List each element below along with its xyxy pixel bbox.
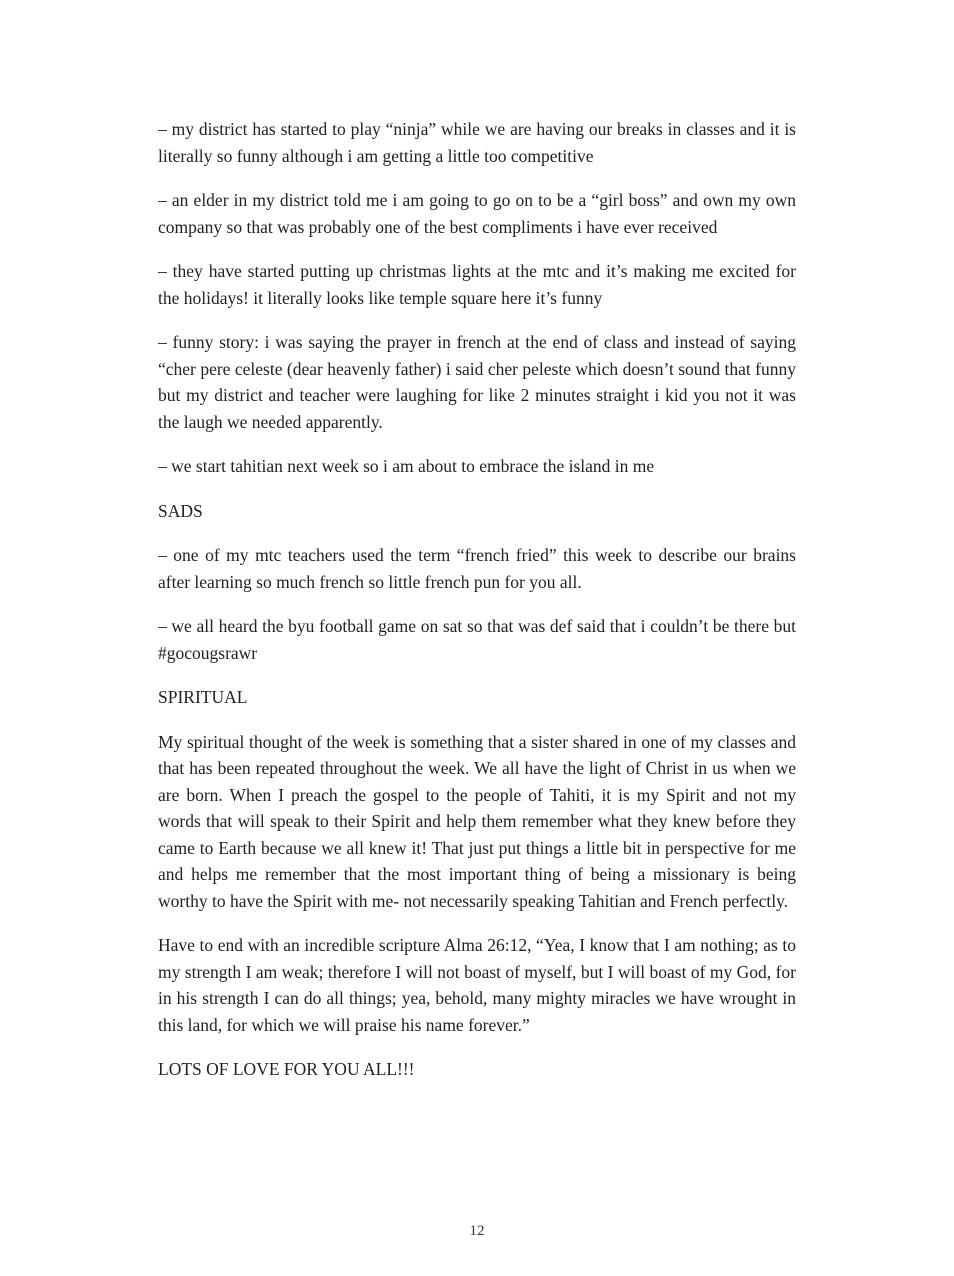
- paragraph: – funny story: i was saying the prayer in french at the end of class and instead of saying “cher pere celeste (dear heavenly father) i said cher peleste which doesn’t sound that funny but my district and teacher were laughing for like 2 minutes straight i kid you not it was the laugh we needed apparently.: [158, 332, 796, 432]
- paragraph: – one of my mtc teachers used the term “french fried” this week to describe our brains after learning so much french so little french pun for you all.: [158, 545, 796, 592]
- paragraph: – they have started putting up christmas lights at the mtc and it’s making me excited for the holidays! it literally looks like temple square here it’s funny: [158, 261, 796, 308]
- section-heading-spiritual: SPIRITUAL: [158, 687, 248, 707]
- paragraph: – an elder in my district told me i am going to go on to be a “girl boss” and own my own company so that was probably one of the best compliments i have ever received: [158, 190, 796, 237]
- paragraph: – my district has started to play “ninja” while we are having our breaks in classes and it is literally so funny although i am getting a little too competitive: [158, 119, 796, 166]
- paragraph: Have to end with an incredible scripture Alma 26:12, “Yea, I know that I am nothing; as to my strength I am weak; therefore I will not boast of myself, but I will boast of my God, for in his strength I can do all things; yea, behold, many mighty miracles we have wrought in this land, for which we will praise his name forever.”: [158, 935, 796, 1035]
- closing-line: LOTS OF LOVE FOR YOU ALL!!!: [158, 1059, 415, 1079]
- paragraph: – we all heard the byu football game on sat so that was def said that i couldn’t be there but #gocougsrawr: [158, 616, 796, 663]
- paragraph: My spiritual thought of the week is something that a sister shared in one of my classes and that has been repeated throughout the week. We all have the light of Christ in us when we are born. When I preach the gospel to the people of Tahiti, it is my Spirit and not my words that will speak to their Spirit and help them remember what they knew before they came to Earth because we all knew it! That just put things a little bit in perspective for me and helps me remember that the most important thing of being a missionary is being worthy to have the Spirit with me- not necessarily speaking Tahitian and French perfectly.: [158, 731, 796, 911]
- document-content: [158, 116, 796, 1101]
- page-number: 12: [469, 1223, 485, 1239]
- section-heading-sads: SADS: [158, 500, 203, 521]
- paragraph: – we start tahitian next week so i am about to embrace the island in me: [158, 456, 655, 476]
